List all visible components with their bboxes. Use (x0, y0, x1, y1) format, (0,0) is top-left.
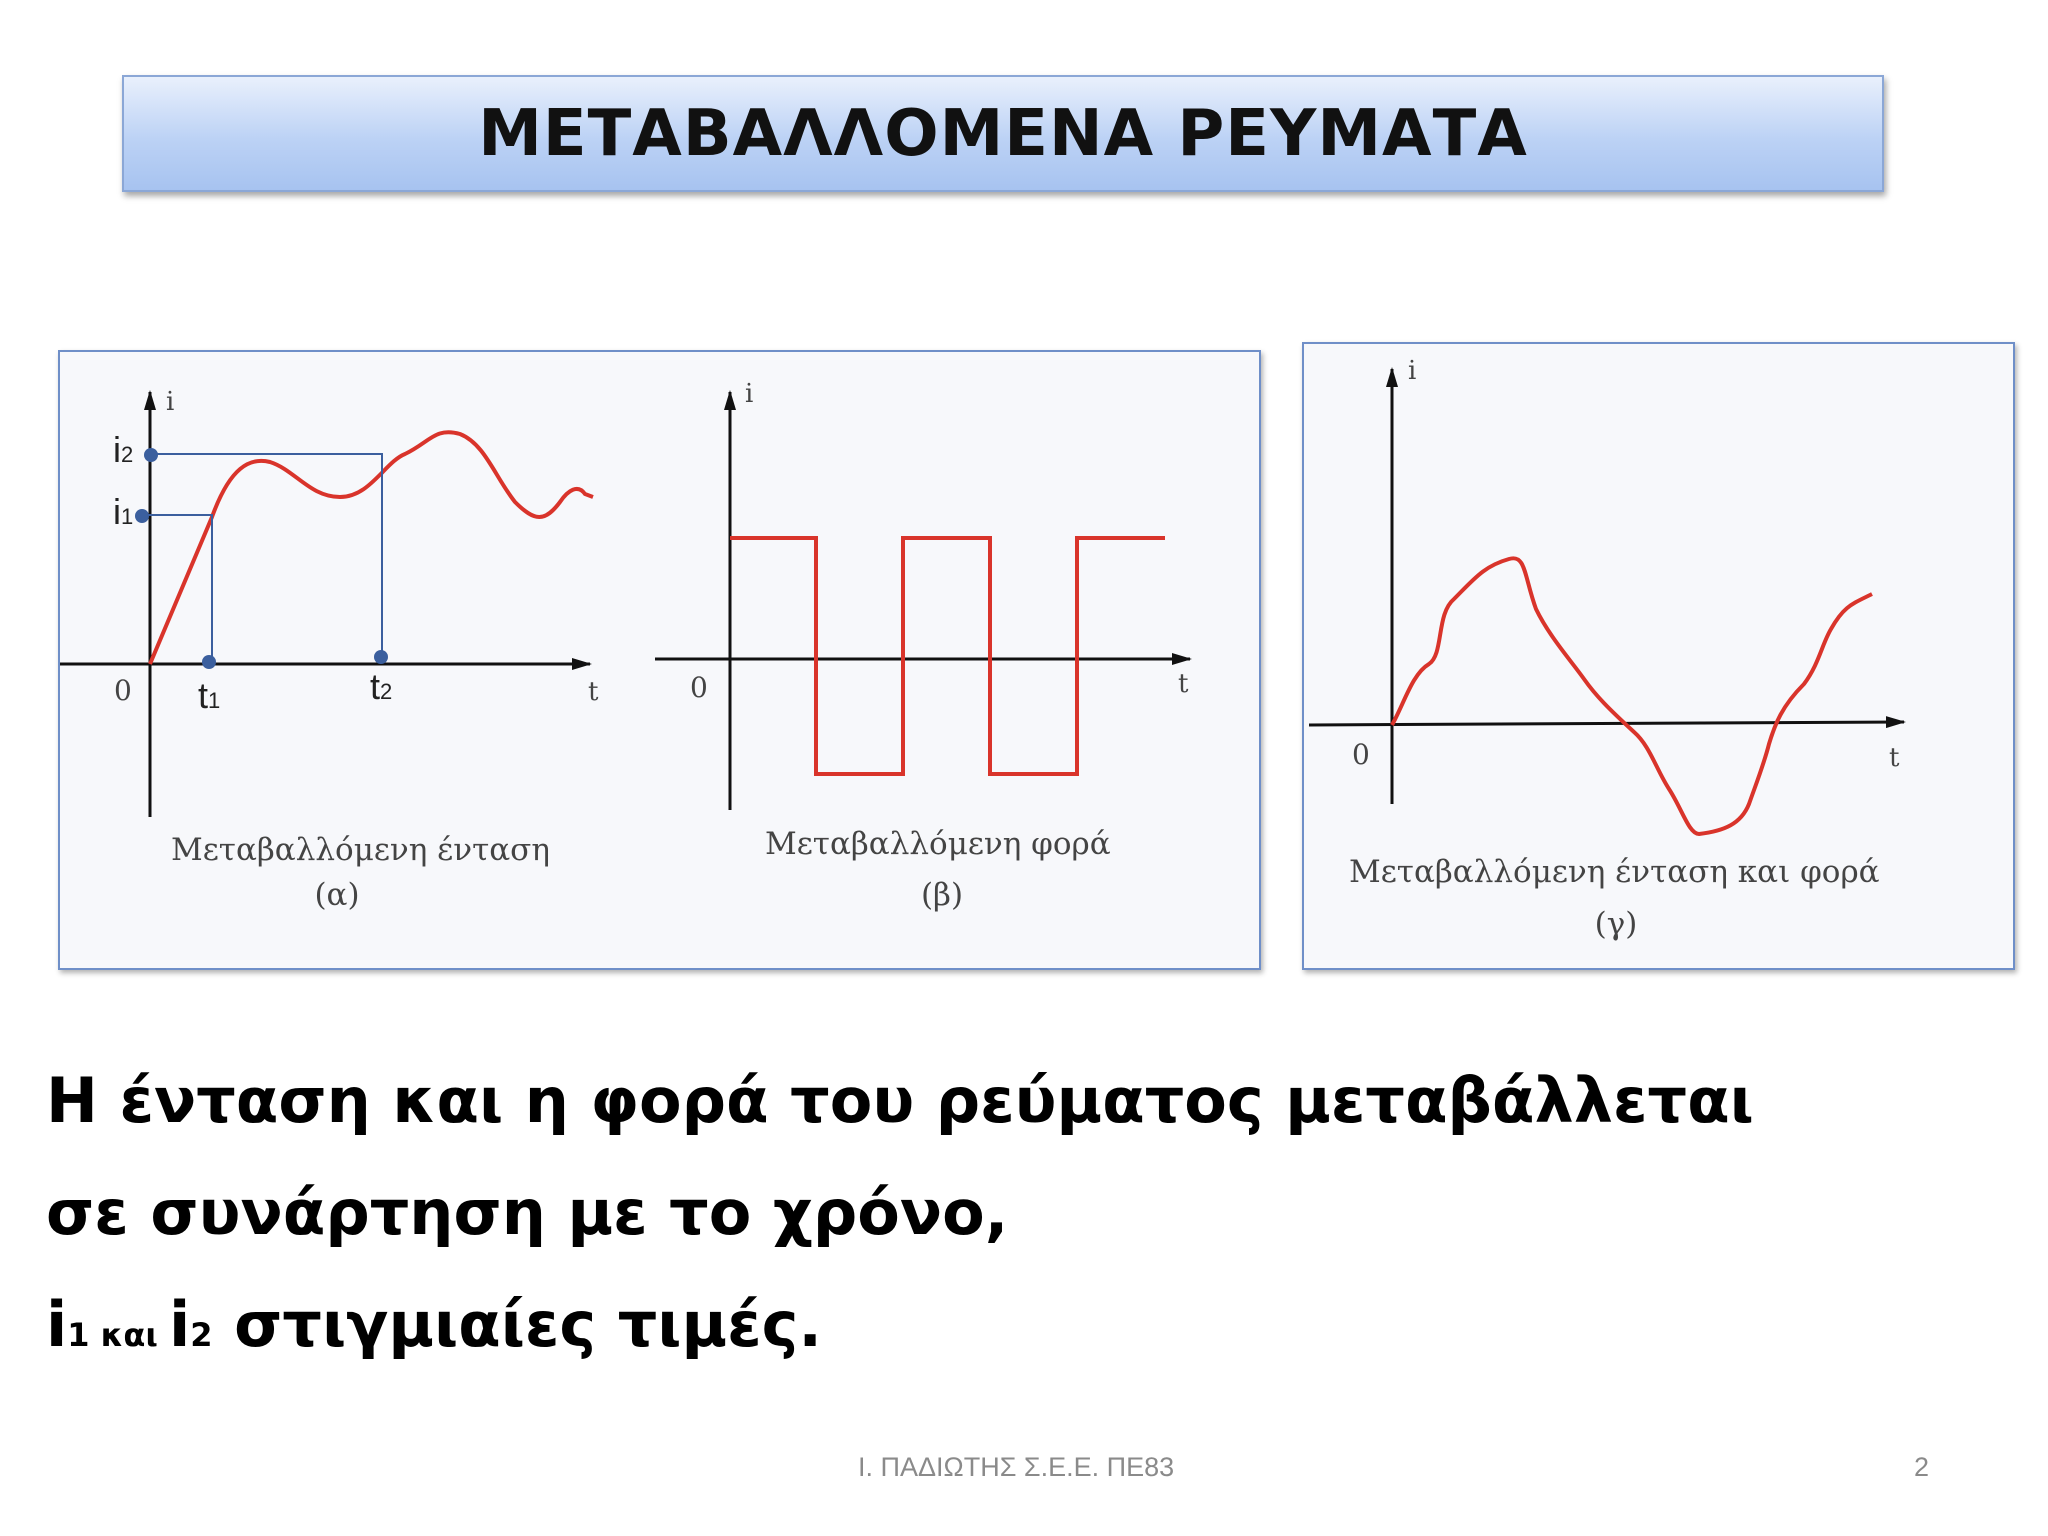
graph-a-i1-marker (135, 509, 149, 523)
body-line-3-rest: στιγμιαίες τιμές. (212, 1288, 822, 1361)
slide-title: ΜΕΤΑΒΑΛΛΟΜΕΝΑ ΡΕΥΜΑΤΑ (478, 96, 1528, 171)
slide-body (46, 1045, 2026, 1391)
graph-panel-c (1302, 342, 2015, 970)
graph-a-t1-marker (202, 655, 216, 669)
graph-c-origin: 0 (1352, 738, 1370, 771)
graph-b-y-label: i (745, 379, 754, 409)
body-line-2: σε συνάρτηση με το χρόνο, (46, 1176, 1009, 1249)
graph-a-i2-label: i2 (113, 429, 134, 470)
body-and-word: και (89, 1316, 169, 1354)
graph-a-t2-marker (374, 650, 388, 664)
graph-c-svg (1304, 344, 2017, 972)
graph-b (655, 379, 1190, 913)
graph-a-i2-guide (150, 454, 382, 657)
graph-a-origin: 0 (114, 674, 132, 707)
graph-a-tag: (α) (314, 877, 360, 913)
graph-c-x-axis (1309, 722, 1904, 725)
graph-c-current-curve (1392, 558, 1872, 834)
graph-a-i2-marker (144, 448, 158, 462)
graph-c-caption: Μεταβαλλόμενη ένταση και φορά (1349, 854, 1880, 890)
graph-b-caption: Μεταβαλλόμενη φορά (765, 826, 1111, 862)
graph-a-i1-label: i1 (113, 491, 134, 532)
graph-b-tag: (β) (920, 877, 964, 913)
graph-c (1309, 356, 1904, 942)
graph-a-t2-label: t2 (370, 666, 393, 707)
title-banner (122, 75, 1884, 192)
graph-c-tag: (γ) (1594, 906, 1638, 942)
graph-a (60, 387, 599, 913)
graphs-panel-a-b (58, 350, 1261, 970)
page-number: 2 (1914, 1452, 1930, 1482)
footer-author: Ι. ΠΑΔΙΩΤΗΣ Σ.Ε.Ε. ΠΕ83 (858, 1452, 1175, 1482)
graph-b-square-wave (730, 538, 1165, 774)
graph-c-x-label: t (1889, 743, 1900, 773)
graphs-a-b-svg (60, 352, 1263, 972)
graph-c-y-label: i (1408, 356, 1417, 386)
body-i1-symbol: i (46, 1288, 68, 1361)
graph-a-y-label: i (166, 387, 175, 417)
graph-a-current-curve (150, 432, 593, 664)
body-line-1: Η ένταση και η φορά του ρεύματος μεταβάλλεται (46, 1064, 1754, 1137)
body-i1-subscript: 1 (67, 1316, 90, 1354)
graph-b-x-label: t (1178, 669, 1189, 699)
body-i2-symbol: i (169, 1288, 191, 1361)
body-line-3 (46, 1269, 2026, 1391)
body-i2-subscript: 2 (190, 1316, 213, 1354)
graph-a-caption: Μεταβαλλόμενη ένταση (171, 832, 550, 868)
graph-a-t1-label: t1 (198, 675, 221, 716)
graph-b-origin: 0 (690, 671, 708, 704)
graph-a-x-label: t (588, 677, 599, 707)
